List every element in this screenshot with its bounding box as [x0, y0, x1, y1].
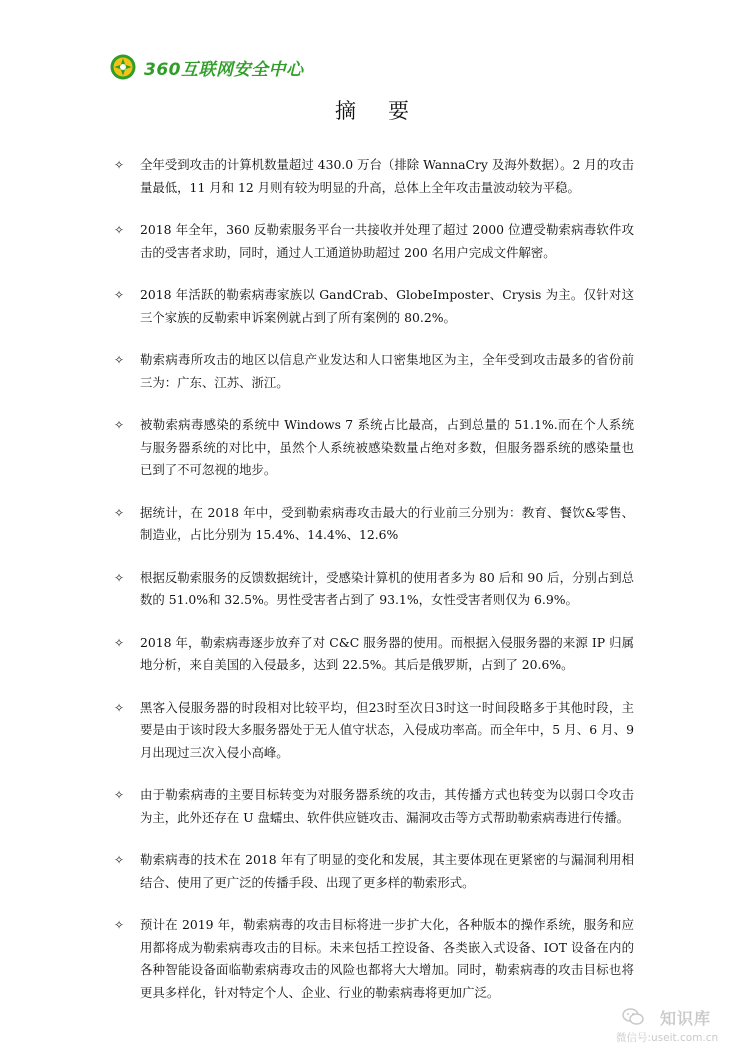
list-item [114, 697, 634, 765]
list-item-text: 2018 年全年，360 反勒索服务平台一共接收并处理了超过 2000 位遭受勒索病毒软件攻击的受害者求助，同时，通过人工通道协助超过 200 名用户完成文件解密。 [140, 222, 634, 260]
list-item-text: 全年受到攻击的计算机数量超过 430.0 万台（排除 WannaCry 及海外数据）。2 月的攻击量最低，11 月和 12 月则有较为明显的升高，总体上全年攻击量波动较为平稳。 [140, 157, 634, 195]
page-title: 摘要 [335, 99, 441, 123]
summary-list [114, 154, 634, 1024]
logo-text: 360互联网安全中心 [144, 59, 304, 80]
list-item [114, 567, 634, 612]
list-item [114, 349, 634, 394]
bullet-icon: ✧ [114, 570, 125, 585]
bullet-icon: ✧ [114, 288, 125, 302]
bullet-icon: ✧ [114, 853, 125, 867]
bullet-icon: ✧ [114, 700, 125, 715]
360-shield-logo-icon [110, 54, 136, 80]
bullet-icon: ✧ [114, 918, 125, 932]
list-item [114, 219, 634, 264]
header-logo [110, 52, 304, 82]
bullet-icon: ✧ [114, 353, 125, 367]
list-item-text: 根据反勒索服务的反馈数据统计，受感染计算机的使用者多为 80 后和 90 后，分别占到总数的 51.0%和 32.5%。男性受害者占到了 93.1%，女性受害者则仅为 6.9%。 [140, 569, 634, 607]
list-item-text: 2018 年，勒索病毒逐步放弃了对 C&C 服务器的使用。而根据入侵服务器的来源 IP 归属地分析，来自美国的入侵最多，达到 22.5%。其后是俄罗斯，占到了 20.6%。 [140, 634, 634, 672]
list-item-text: 2018 年活跃的勒索病毒家族以 GandCrab、GlobeImposter、Crysis 为主。仅针对这三个家族的反勒索申诉案例就占到了所有案例的 80.2%。 [140, 287, 634, 325]
list-item [114, 154, 634, 199]
bullet-icon: ✧ [114, 158, 125, 172]
bullet-icon: ✧ [114, 788, 125, 802]
list-item [114, 502, 634, 547]
watermark-name: 知识库 [660, 1009, 712, 1028]
list-item [114, 914, 634, 1004]
bullet-icon: ✧ [114, 223, 125, 237]
list-item [114, 632, 634, 677]
bullet-icon: ✧ [114, 418, 125, 432]
bullet-icon: ✧ [114, 635, 125, 650]
list-item-text: 由于勒索病毒的主要目标转变为对服务器系统的攻击，其传播方式也转变为以弱口令攻击为主，此外还存在 U 盘蠕虫、软件供应链攻击、漏洞攻击等方式帮助勒索病毒进行传播。 [140, 787, 634, 825]
watermark [614, 1006, 734, 1046]
list-item-text: 据统计，在 2018 年中，受到勒索病毒攻击最大的行业前三分别为：教育、餐饮&零售、制造业，占比分别为 15.4%、14.4%、12.6% [140, 504, 634, 542]
list-item-text: 勒索病毒所攻击的地区以信息产业发达和人口密集地区为主，全年受到攻击最多的省份前三为：广东、江苏、浙江。 [140, 352, 634, 390]
list-item [114, 284, 634, 329]
wechat-icon [622, 1008, 644, 1026]
list-item-text: 预计在 2019 年，勒索病毒的攻击目标将进一步扩大化，各种版本的操作系统，服务和应用都将成为勒索病毒攻击的目标。未来包括工控设备、各类嵌入式设备、IOT 设备在内的各种智能设备面临勒索病毒攻击的风险也都将大大增加。同时，勒索病毒的攻击目标也将更具多样化，针对特定个人、企业、行业的勒索病毒将更加广泛。 [140, 917, 634, 1000]
list-item [114, 784, 634, 829]
list-item-text: 黑客入侵服务器的时段相对比较平均，但23时至次日3时这一时间段略多于其他时段，主要是由于该时段大多服务器处于无人值守状态，入侵成功率高。而全年中，5 月、6 月、9 月出现过三次入侵小高峰。 [140, 699, 634, 760]
bullet-icon: ✧ [114, 505, 125, 520]
list-item-text: 被勒索病毒感染的系统中 Windows 7 系统占比最高，占到总量的 51.1%.而在个人系统与服务器系统的对比中，虽然个人系统被感染数量占绝对多数，但服务器系统的感染量也已到了不可忽视的地步。 [140, 417, 634, 477]
list-item [114, 849, 634, 894]
list-item-text: 勒索病毒的技术在 2018 年有了明显的变化和发展，其主要体现在更紧密的与漏洞利用相结合、使用了更广泛的传播手段、出现了更多样的勒索形式。 [140, 852, 634, 890]
list-item [114, 414, 634, 482]
watermark-sub: 微信号:useit.com.cn [616, 1032, 719, 1044]
